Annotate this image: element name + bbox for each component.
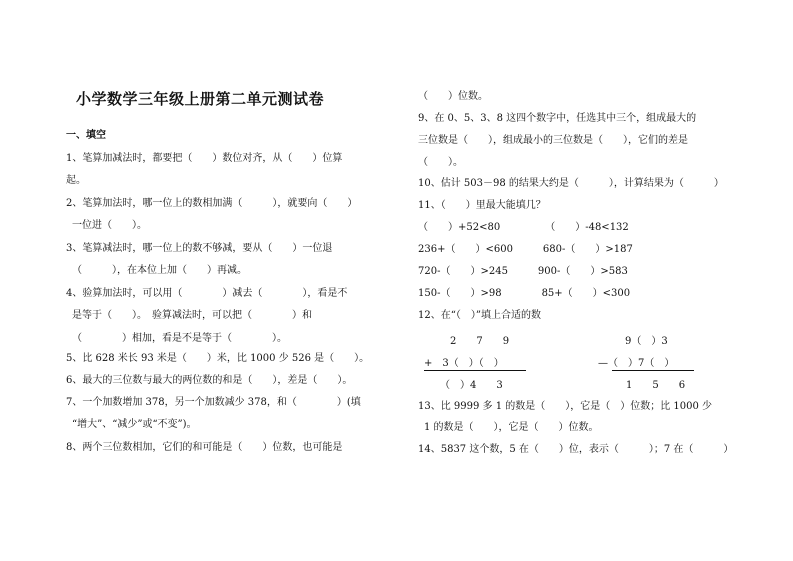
arith-b-row2: —（ ）7（ ） — [598, 358, 675, 369]
question-line: （ ）+52<80 （ ）-48<132 — [418, 222, 629, 233]
question-line: 起。 — [66, 175, 86, 186]
question-line: 13、比 9999 多 1 的数是（ ），它是（ ）位数；比 1000 少 — [418, 401, 713, 412]
question-line: 三位数是（ ），组成最小的三位数是（ ），它们的差是 — [418, 135, 688, 146]
question-line: 6、最大的三位数与最大的两位数的和是（ ），差是（ ）。 — [66, 375, 353, 386]
page-title: 小学数学三年级上册第二单元测试卷 — [76, 90, 325, 108]
section-heading: 一、填空 — [66, 130, 106, 141]
arith-b-row1: 9（ ）3 — [625, 336, 668, 347]
question-line: 一位进（ ）。 — [72, 220, 147, 231]
arith-a-rule — [424, 370, 526, 371]
question-line: 是等于（ ）。 验算减法时，可以把（ ）和 — [72, 310, 312, 321]
question-line: 2、笔算加法时，哪一位上的数相加满（ ），就要向（ ） — [66, 198, 358, 209]
question-line: 5、比 628 米长 93 米是（ ）米，比 1000 少 526 是（ ）。 — [66, 353, 370, 364]
question-line: 1、笔算加减法时，都要把（ ）数位对齐，从（ ）位算 — [66, 153, 343, 164]
arith-b-row3: 1 5 6 — [626, 380, 686, 391]
question-line: 10、估计 503－98 的结果大约是（ ），计算结果为（ ） — [418, 178, 724, 189]
question-line: 8、两个三位数相加，它们的和可能是（ ）位数，也可能是 — [66, 442, 343, 453]
question-line: （ ），在本位上加（ ）再减。 — [72, 265, 247, 276]
question-line: 3、笔算减法时，哪一位上的数不够减，要从（ ）一位退 — [66, 243, 333, 254]
question-line: 9、在 0、5、3、8 这四个数字中，任选其中三个，组成最大的 — [418, 113, 697, 124]
question-line: 12、在“（ ）”填上合适的数 — [418, 310, 541, 321]
question-line: 11、（ ）里最大能填几？ — [418, 200, 546, 211]
question-line: 720-（ ）>245 900-（ ）>583 — [418, 266, 628, 277]
question-line: 236+（ ）<600 680-（ ）>187 — [418, 244, 633, 255]
question-line: （ ）相加，看是不是等于（ ）。 — [72, 333, 287, 344]
question-line: 7、一个加数增加 378，另一个加数减少 378，和（ ）(填 — [66, 397, 361, 408]
question-line: 1 的数是（ ），它是（ ）位数。 — [424, 422, 599, 433]
question-line: （ ）。 — [418, 157, 463, 168]
question-line: 150-（ ）>98 85+（ ）<300 — [418, 288, 631, 299]
question-line: 14、5837 这个数，5 在（ ）位，表示（ ）；7 在（ ） — [418, 444, 734, 455]
arith-a-row2: + 3（ ）（ ） — [424, 358, 504, 369]
arith-a-row1: 2 7 9 — [450, 336, 510, 347]
question-line: 4、验算加法时，可以用（ ）减去（ ），看是不 — [66, 288, 348, 299]
arith-b-rule — [612, 370, 694, 371]
question-line: “增大”、“减少”或“不变”)。 — [72, 419, 197, 430]
question-line: （ ）位数。 — [418, 91, 488, 102]
arith-a-row3: （ ）4 3 — [440, 380, 503, 391]
